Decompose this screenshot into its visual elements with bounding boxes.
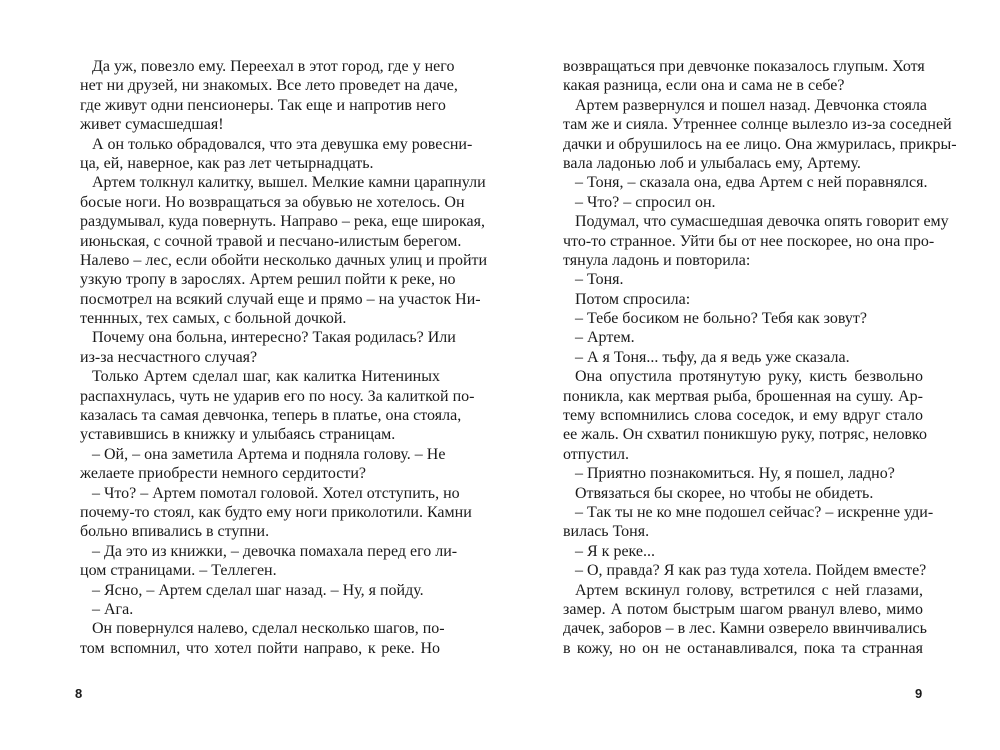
right-page-number: 9 — [915, 686, 923, 701]
text-line: – Что? – спросил он. — [575, 193, 716, 211]
text-line: – А я Тоня... тьфу, да я ведь уже сказала. — [575, 348, 850, 366]
text-line: вилась Тоня. — [563, 523, 650, 541]
text-line: желаете приобрести немного сердитости? — [80, 465, 366, 483]
text-line: почему-то стоял, как будто ему ноги приколотили. Камни — [80, 503, 472, 521]
text-line: А он только обрадовался, что эта девушка ему ровесни- — [92, 135, 473, 153]
text-line: распахнулась, чуть не ударив его по носу. За калиткой по- — [80, 387, 475, 405]
text-line: больно впивались в ступни. — [80, 523, 270, 541]
text-line: – О, правда? Я как раз туда хотела. Пойдем вместе? — [575, 562, 927, 580]
text-line: вала ладонью лоб и улыбалась ему, Артему. — [563, 154, 861, 172]
text-line: ца, ей, наверное, как раз лет четырнадцать. — [80, 154, 374, 172]
text-line: что-то странное. Уйти бы от нее поскорее, но она про- — [563, 232, 935, 250]
text-line: – Ой, – она заметила Артема и подняла голову. – Не — [92, 445, 446, 463]
text-line: отпустил. — [563, 445, 629, 463]
left-page-number: 8 — [75, 686, 83, 701]
text-line: – Артем. — [575, 329, 635, 347]
text-line: там же и сияла. Утреннее солнце вылезло из-за соседней — [563, 116, 952, 134]
text-line: Налево – лес, если обойти несколько дачных улиц и пройти — [80, 251, 488, 269]
text-line: тему вспомнились слова соседок, и ему вдруг стало — [563, 407, 923, 425]
right-page-text — [563, 58, 957, 659]
text-line: раздумывал, куда повернуть. Направо – река, еще широкая, — [80, 213, 485, 231]
text-line: Она опустила протянутую руку, кисть безвольно — [575, 368, 923, 386]
text-line: Артем вскинул голову, встретился с ней глазами, — [575, 581, 923, 599]
text-line: босые ноги. Но возвращаться за обувью не хотелось. Он — [80, 193, 465, 211]
text-line: дачек, заборов – в лес. Камни озверело ввинчивались — [563, 620, 927, 638]
text-line: Он повернулся налево, сделал несколько шагов, по- — [92, 620, 445, 638]
text-line: ее жаль. Он схватил поникшую руку, потряс, неловко — [563, 426, 927, 444]
left-page-text — [80, 58, 488, 659]
text-line: дачки и обрушилось на ее лицо. Она жмурилась, прикры- — [563, 135, 957, 153]
text-line: нет ни друзей, ни знакомых. Все лето проведет на даче, — [80, 77, 458, 95]
text-line: возвращаться при девчонке показалось глупым. Хотя — [563, 58, 925, 75]
text-line: узкую тропу в зарослях. Артем решил пойти к реке, но — [80, 271, 456, 289]
text-line: казалась та самая девчонка, теперь в платье, она стояла, — [80, 407, 462, 425]
text-line: – Тоня. — [575, 271, 624, 289]
text-line: – Да это из книжки, – девочка помахала перед его ли- — [92, 542, 458, 560]
text-line: – Так ты не ко мне подошел сейчас? – искренне уди- — [575, 503, 934, 521]
text-line: Подумал, что сумасшедшая девочка опять говорит ему — [575, 213, 949, 231]
text-line: – Ясно, – Артем сделал шаг назад. – Ну, я пойду. — [92, 581, 424, 599]
text-line: Артем развернулся и пошел назад. Девчонка стояла — [575, 96, 928, 114]
text-line: Отвязаться бы скорее, но чтобы не обидеть. — [575, 484, 874, 502]
text-line: теннных, тех самых, с больной дочкой. — [80, 310, 347, 328]
text-line: замер. А потом быстрым шагом рванул влево, мимо — [563, 600, 923, 618]
text-line: посмотрел на всякий случай еще и прямо – на участок Ни- — [80, 290, 481, 308]
text-line: уставившись в книжку и улыбаясь страницам. — [80, 426, 396, 444]
text-line: из-за несчастного случая? — [80, 348, 258, 366]
text-line: Да уж, повезло ему. Переехал в этот город, где у него — [92, 58, 455, 75]
text-line: Артем толкнул калитку, вышел. Мелкие камни царапнули — [92, 174, 486, 192]
text-line: поникла, как мертвая рыба, брошенная на сушу. Ар- — [563, 387, 923, 405]
text-line: Только Артем сделал шаг, как калитка Нитениных — [92, 368, 440, 386]
text-line: – Я к реке... — [575, 542, 656, 560]
text-line: живет сумасшедшая! — [80, 116, 224, 134]
text-line: – Тебе босиком не больно? Тебя как зовут? — [575, 310, 867, 328]
text-line: – Ага. — [92, 600, 134, 618]
text-line: том вспомнил, что хотел пойти направо, к реке. Но — [80, 639, 440, 657]
text-line: Почему она больна, интересно? Такая родилась? Или — [92, 329, 456, 347]
text-line: цом страницами. – Теллеген. — [80, 562, 277, 580]
text-line: – Тоня, – сказала она, едва Артем с ней поравнялся. — [575, 174, 928, 192]
text-line: какая разница, если она и сама не в себе? — [563, 77, 845, 95]
text-line: – Приятно познакомиться. Ну, я пошел, ладно? — [575, 465, 895, 483]
text-line: – Что? – Артем помотал головой. Хотел отступить, но — [92, 484, 460, 502]
text-line: где живут одни пенсионеры. Так еще и напротив него — [80, 96, 446, 114]
text-line: Потом спросила: — [575, 290, 691, 308]
text-line: в кожу, но он не останавливался, пока та странная — [563, 639, 923, 657]
text-line: июньская, с сочной травой и песчано-илистым берегом. — [80, 232, 462, 250]
text-line: тянула ладонь и повторила: — [563, 251, 751, 269]
